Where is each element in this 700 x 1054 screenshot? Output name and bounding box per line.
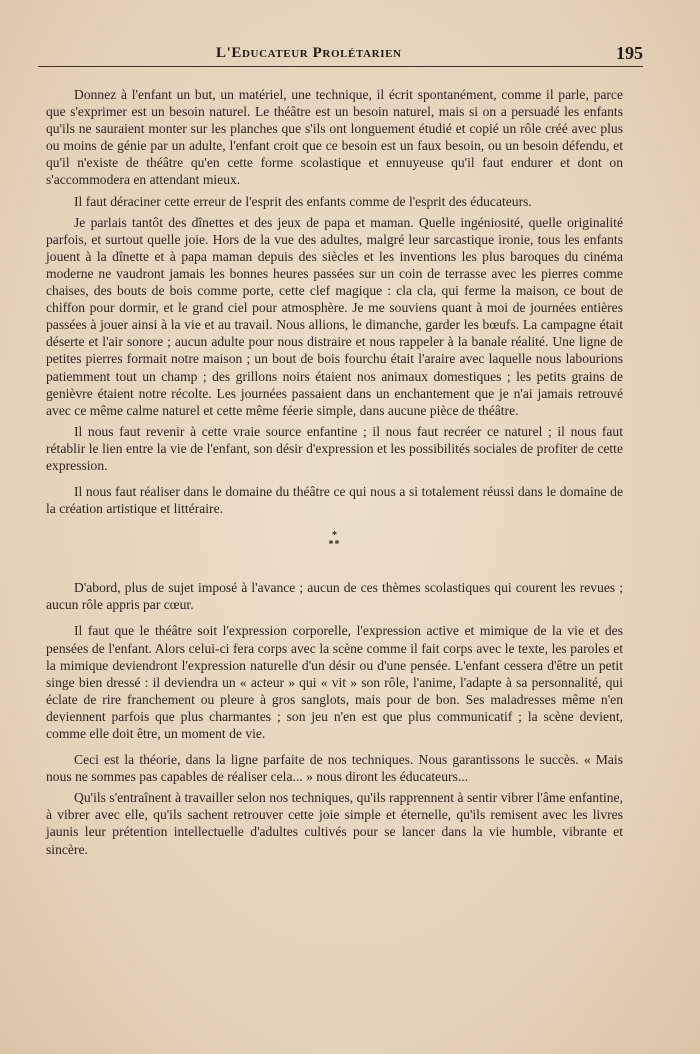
section-break [46,517,623,579]
paragraph: Il nous faut réaliser dans le domaine du théâtre ce qui nous a si totalement réussi dans le domaine de la création artistique et littéraire. [46,484,623,517]
paragraph: Il faut déraciner cette erreur de l'esprit des enfants comme de l'esprit des éducateurs. [74,193,532,209]
paragraph: Il faut que le théâtre soit l'expression corporelle, l'expression active et mimique de la vie et des pensées de l'enfant. Alors celui-ci fera corps avec la scène comme il fait corps avec le texte, les paroles et la mimique deviendront l'expression naturelle d'un désir ou d'une pensée. L'enfant cessera d'être un petit singe bien dressé : il deviendra un « acteur » qui « vit » son rôle, l'anime, l'adapte à sa personnalité, qui éclate de rire franchement ou pleure à gros sanglots, mais pour de bon. Ses maladresses même n'en deviennent parfois que plus charmantes ; son jeu n'en est que plus communicatif ; la scène devient, comme elle doit être, un moment de vie. [46,623,623,741]
paragraph: Donnez à l'enfant un but, un matériel, une technique, il écrit spontanément, comme il parle, parce que s'exprimer est un besoin naturel. Le théâtre est un besoin naturel, mais si on a persuadé les enfants qu'ils ne sauraient monter sur les planches que s'ils ont longuement étudié et copié un rôle créé avec plus ou moins de génie par un adulte, l'enfant croit que ce besoin est un faux besoin, ou un besoin défendu, et qu'il n'existe de théâtre qu'en cette forme scolastique et ennuyeuse qu'il faut endurer et dont on s'accommodera en attendant mieux. [46,87,623,188]
page-number: 195 [616,43,643,63]
paragraph: Il nous faut revenir à cette vraie source enfantine ; il nous faut recréer ce naturel ; il nous faut rétablir le lien entre la vie de l'enfant, son désir d'expression et les possibilités sociales de profiter de cette expression. [46,423,623,473]
header-rule [38,66,643,67]
paragraph: Ceci est la théorie, dans la ligne parfaite de nos techniques. Nous garantissons le succès. « Mais nous ne sommes pas capables de réaliser cela... » nous diront les éducateurs... [46,752,623,785]
asterism: * ** [328,530,341,551]
page-header [38,40,643,66]
paragraph: Qu'ils s'entraînent à travailler selon nos techniques, qu'ils rapprennent à sentir vibrer l'âme enfantine, à vibrer avec elle, qu'ils sachent retrouver cette joie simple et éternelle, qu'ils remisent avec les livres jaunis leur prétention intellectuelle d'adultes cultivés pour se lancer dans la vie humble, vibrante et sincère. [46,790,623,857]
paragraph: D'abord, plus de sujet imposé à l'avance ; aucun de ces thèmes scolastiques qui courent les revues ; aucun rôle appris par cœur. [46,580,623,613]
article-body [46,86,623,858]
paragraph: Je parlais tantôt des dînettes et des jeux de papa et maman. Quelle ingéniosité, quelle originalité parfois, et surtout quelle joie. Hors de la vue des adultes, malgré leur sarcastique ironie, tous les enfants jouent à la dînette et à papa maman depuis des siècles et les inventions les plus baroques du cinéma moderne ne vaudront jamais les bonnes heures passées sur un coin de terrasse avec les pierres comme chaises, des bouts de bois comme porte, cette clef magique : cla cla, qui ferme la maison, ce bout de chiffon pour dormir, et le grand ciel pour atmosphère. Je me souviens quant à moi de journées entières passées à jouer ainsi à la vie et au travail. Nous allions, le dimanche, garder les bœufs. La campagne était déserte et l'air sonore ; aucun adulte pour nous distraire et nous rappeler à la banale réalité. Une ligne de petites pierres formait notre maison ; un bout de bois fourchu était l'araire avec laquelle nous labourions patiemment tout un champ ; des grillons noirs étaient nos animaux domestiques ; les petits grains de genièvre étaient notre récolte. Les journées passaient dans un enchantement que je n'ai jamais retrouvé avec ce même calme naturel et cette même féerie simple, dans aucune pièce de théâtre. [46,214,623,418]
running-title: L'Educateur Prolétarien [216,45,402,61]
